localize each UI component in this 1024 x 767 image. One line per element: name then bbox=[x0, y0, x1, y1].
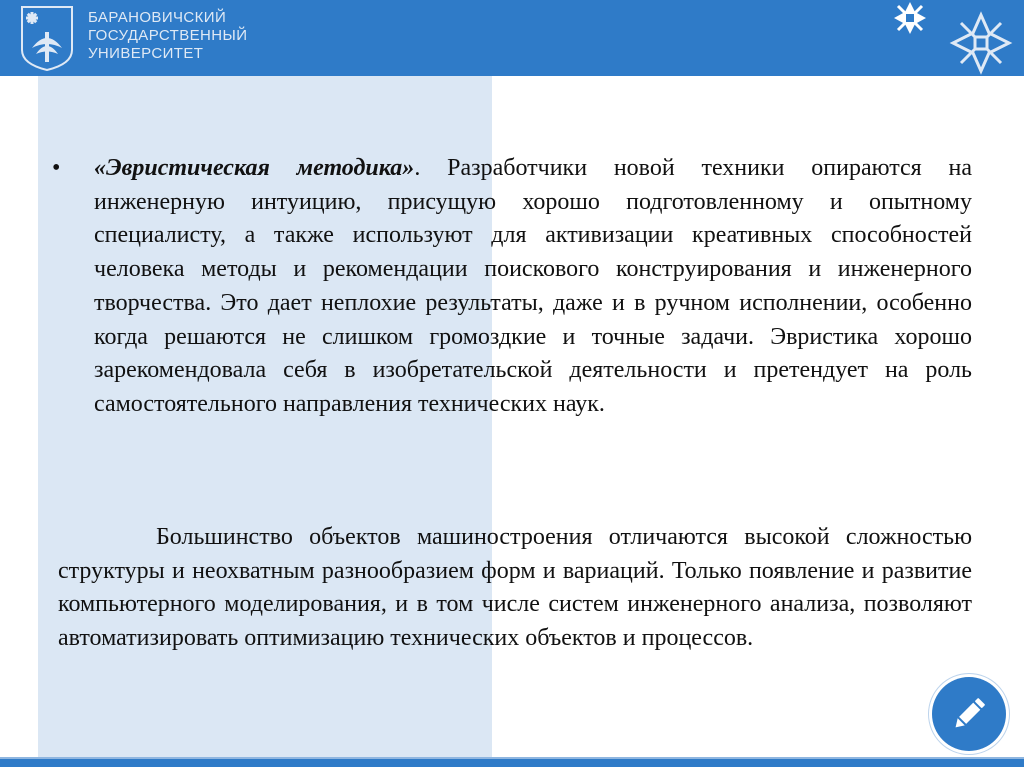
edit-button[interactable] bbox=[932, 677, 1006, 751]
university-name bbox=[88, 9, 247, 63]
bullet-marker: • bbox=[52, 155, 61, 181]
bullet-body: . Разработчики новой техники опираются на инженерную интуицию, присущую хорошо подготовленному и опытному специалисту, а также используют для активизации креативных способностей человека методы и рекомендации поискового конструирования и инженерного творчества. Это дает неплохие результаты, даже и в ручном исполнении, особенно когда решаются не слишком громоздкие и точные задачи. Эвристика хорошо зарекомендовала себя в изобретательской деятельности и претендует на роль самостоятельного направления технических наук. bbox=[94, 155, 972, 417]
pencil-icon bbox=[949, 694, 989, 734]
university-name-line1: БАРАНОВИЧСКИЙ bbox=[88, 9, 227, 26]
snowflake-ornament-icon bbox=[948, 10, 1014, 76]
snowflake-ornament-icon bbox=[884, 0, 936, 40]
university-name-line2: ГОСУДАРСТВЕННЫЙ bbox=[88, 27, 248, 44]
bullet-text bbox=[94, 152, 972, 422]
university-crest-icon bbox=[18, 4, 76, 72]
term-heading: «Эвристическая методика» bbox=[94, 155, 415, 181]
bullet-item bbox=[52, 152, 972, 422]
footer-bar bbox=[0, 759, 1024, 767]
header-bar bbox=[0, 0, 1024, 76]
paragraph-2: Большинство объектов машиностроения отличаются высокой сложностью структуры и неохватным разнообразием форм и вариаций. Только появление и развитие компьютерного моделирования, и в том числе систем инженерного анализа, позволяют автоматизировать оптимизацию технических объектов и процессов. bbox=[58, 524, 972, 652]
university-name-line3: УНИВЕРСИТЕТ bbox=[88, 45, 204, 62]
